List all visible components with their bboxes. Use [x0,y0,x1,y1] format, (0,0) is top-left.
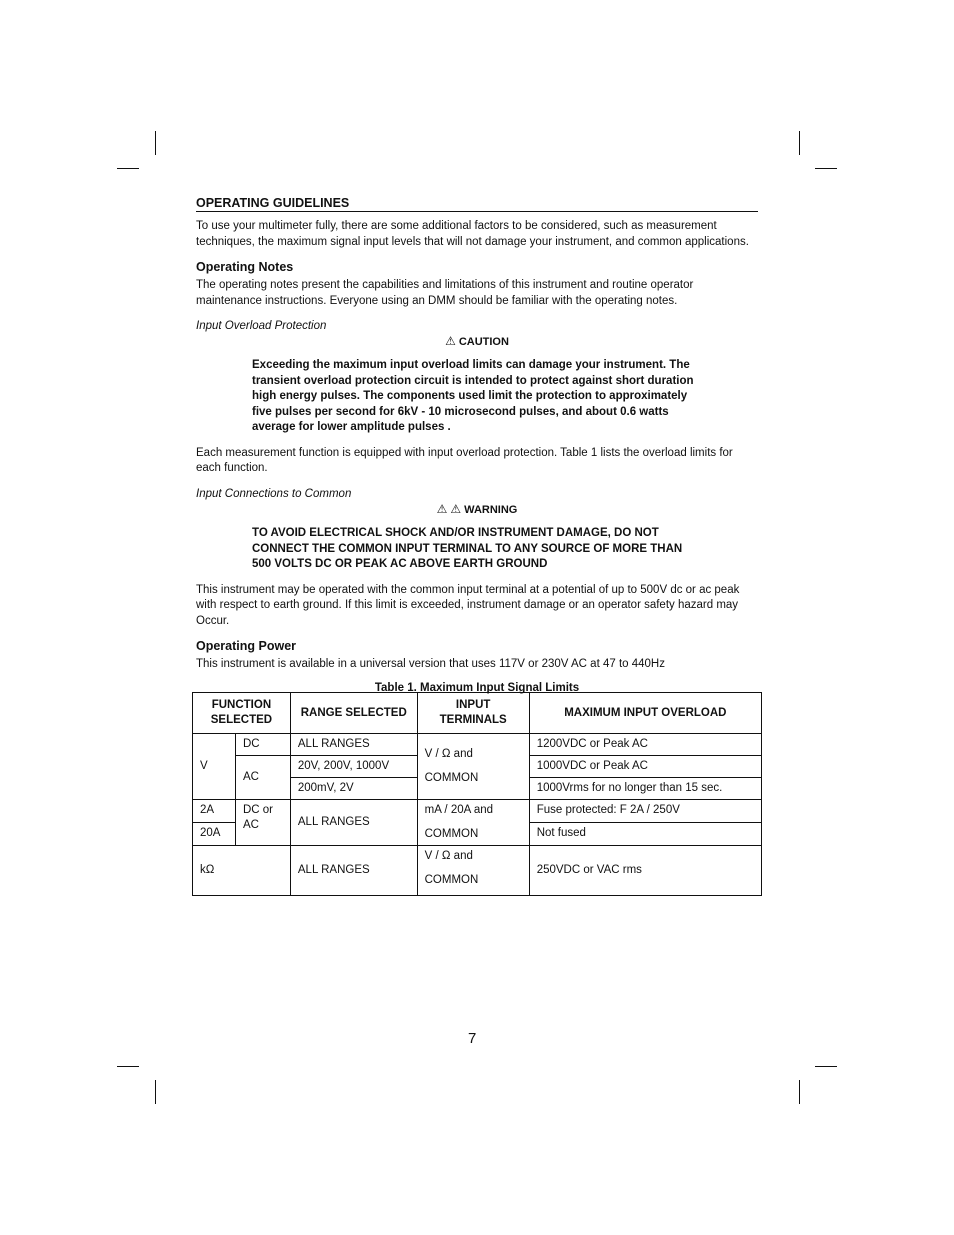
operating-notes-heading: Operating Notes [196,260,294,274]
cell-terminals: mA / 20A and COMMON [417,800,529,846]
cell-range: ALL RANGES [290,800,417,846]
crop-mark [155,1080,156,1104]
header-terminals: INPUT TERMINALS [417,693,529,734]
header-range: RANGE SELECTED [290,693,417,734]
intro-paragraph: To use your multimeter fully, there are some additional factors to be considered, such as measurement techniques, the maximum signal input levels that will not damage your instrument, and common applications. [196,220,749,248]
cell-ac: AC [235,756,290,800]
warning-text: TO AVOID ELECTRICAL SHOCK AND/OR INSTRUMENT DAMAGE, DO NOT CONNECT THE COMMON INPUT TERMINAL TO ANY SOURCE OF MORE THAN 500 VOLTS DC OR PEAK AC ABOVE EARTH GROUND [252,526,683,571]
table-row [193,734,762,756]
cell-terminals: V / Ω and COMMON [417,734,529,800]
crop-mark [117,1066,139,1067]
cell-dc: DC [235,734,290,756]
warning-triangle-icon: ⚠ [445,334,456,348]
cell-kohm: kΩ [193,846,291,896]
cell-max: Not fused [529,823,761,846]
cell-20a: 20A [193,823,236,846]
header-max-overload: MAXIMUM INPUT OVERLOAD [529,693,761,734]
crop-mark [799,1080,800,1104]
cell-max: Fuse protected: F 2A / 250V [529,800,761,823]
page-number: 7 [468,1030,477,1047]
cell-range: 20V, 200V, 1000V [290,756,417,778]
crop-mark [155,131,156,155]
crop-mark [799,131,800,155]
table-caption: Table 1. Maximum Input Signal Limits [374,681,580,694]
limits-table [192,692,762,896]
common-after-paragraph: This instrument may be operated with the common input terminal at a potential of up to 500V dc or ac peak with respect to earth ground. If this limit is exceeded, instrument damage or an operator safety hazard may Occur. [196,583,740,627]
cell-terminals: V / Ω and COMMON [417,846,529,896]
table-row [193,846,762,896]
cell-range: ALL RANGES [290,846,417,896]
cell-dc-or-ac: DC or AC [235,800,290,846]
operating-notes-paragraph: The operating notes present the capabilities and limitations of this instrument and routine operator maintenance instructions. Everyone using an DMM should be familiar with the operating notes. [196,279,694,307]
cell-max: 1000Vrms for no longer than 15 sec. [529,778,761,800]
cell-max: 1000VDC or Peak AC [529,756,761,778]
crop-mark [815,168,837,169]
caution-label: ⚠ CAUTION [445,334,509,348]
cell-range: ALL RANGES [290,734,417,756]
cell-max: 1200VDC or Peak AC [529,734,761,756]
overload-after-paragraph: Each measurement function is equipped with input overload protection. Table 1 lists the overload limits for each function. [196,446,733,475]
cell-max: 250VDC or VAC rms [529,846,761,896]
warning-triangle-icon: ⚠ [436,501,448,516]
section-title: OPERATING GUIDELINES [196,196,758,212]
crop-mark [815,1066,837,1067]
cell-v: V [193,734,236,800]
crop-mark [117,168,139,169]
common-subheading: Input Connections to Common [196,487,352,500]
cell-range: 200mV, 2V [290,778,417,800]
table-row [193,800,762,823]
warning-label: ⚠ ⚠ WARNING [436,501,518,516]
operating-power-paragraph: This instrument is available in a universal version that uses 117V or 230V AC at 47 to 440Hz [196,658,665,671]
caution-text: Exceeding the maximum input overload limits can damage your instrument. The transient overload protection circuit is intended to protect against short duration high energy pulses. The components used limit the protection to approximately five pulses per second for 6kV - 10 microsecond pulses, and about 0.6 watts average for lower amplitude pulses . [252,359,694,434]
header-function: FUNCTION SELECTED [193,693,291,734]
cell-2a: 2A [193,800,236,823]
overload-subheading: Input Overload Protection [196,320,327,332]
operating-power-heading: Operating Power [196,639,297,654]
table-header-row [193,693,762,734]
shock-warning-icon: ⚠ [450,501,462,516]
page-content [196,196,758,694]
